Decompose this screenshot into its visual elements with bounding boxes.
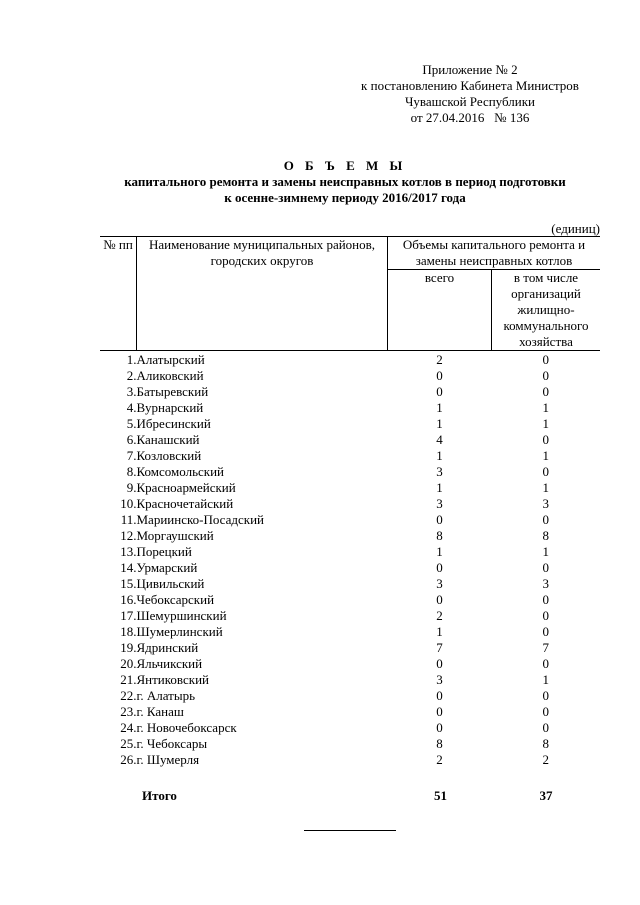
row-name: Порецкий xyxy=(136,544,192,559)
units-label: (единиц) xyxy=(551,221,600,236)
title-subtitle: к осенне-зимнему периоду 2016/2017 года xyxy=(224,190,466,205)
row-name: Ядринский xyxy=(136,640,199,655)
table-row xyxy=(100,624,600,640)
row-zhkh: 1 xyxy=(542,400,549,415)
row-name: Аликовский xyxy=(136,368,204,383)
table-row xyxy=(100,384,600,400)
row-name: Мариинско-Посадский xyxy=(136,512,264,527)
row-total: 3 xyxy=(436,496,443,511)
row-name: г. Шумерля xyxy=(136,752,200,767)
appendix-line: от 27.04.2016 № 136 xyxy=(410,110,530,125)
row-zhkh: 1 xyxy=(542,416,549,431)
appendix-header xyxy=(340,62,600,126)
row-number: 2. xyxy=(126,368,137,383)
row-name: Ибресинский xyxy=(136,416,211,431)
row-total: 2 xyxy=(436,752,443,767)
row-total: 3 xyxy=(436,464,443,479)
row-name: Красночетайский xyxy=(136,496,234,511)
total-value-all: 51 xyxy=(434,788,447,803)
row-number: 21. xyxy=(120,672,137,687)
row-total: 1 xyxy=(436,624,443,639)
document-title xyxy=(90,158,600,206)
row-total: 0 xyxy=(436,592,443,607)
total-row xyxy=(100,788,600,804)
title-subtitle: капитального ремонта и замены неисправных котлов в период подготовки xyxy=(124,174,566,189)
row-total: 2 xyxy=(436,608,443,623)
row-zhkh: 1 xyxy=(542,544,549,559)
table-row xyxy=(100,560,600,576)
appendix-line: Чувашской Республики xyxy=(404,94,536,109)
row-zhkh: 3 xyxy=(542,496,549,511)
row-name: Вурнарский xyxy=(136,400,204,415)
row-number: 19. xyxy=(120,640,137,655)
row-zhkh: 0 xyxy=(542,368,549,383)
row-zhkh: 0 xyxy=(542,560,549,575)
table-row xyxy=(100,368,600,384)
table-row xyxy=(100,576,600,592)
row-name: Алатырский xyxy=(136,352,205,367)
row-number: 25. xyxy=(120,736,137,751)
row-zhkh: 1 xyxy=(542,672,549,687)
row-number: 20. xyxy=(120,656,137,671)
table-row xyxy=(100,672,600,688)
row-total: 1 xyxy=(436,400,443,415)
table-row xyxy=(100,400,600,416)
row-total: 1 xyxy=(436,480,443,495)
row-number: 9. xyxy=(126,480,137,495)
row-name: г. Новочебоксарск xyxy=(136,720,237,735)
header-num: № пп xyxy=(100,237,137,351)
row-zhkh: 2 xyxy=(542,752,549,767)
table-row xyxy=(100,640,600,656)
row-zhkh: 0 xyxy=(542,352,549,367)
table-row xyxy=(100,608,600,624)
row-total: 1 xyxy=(436,448,443,463)
row-zhkh: 8 xyxy=(542,528,549,543)
row-name: Красноармейский xyxy=(136,480,236,495)
row-number: 5. xyxy=(126,416,137,431)
total-value-zhkh: 37 xyxy=(539,788,553,803)
header-name: Наименование муниципальных районов, городских округов xyxy=(137,237,388,351)
row-name: Цивильский xyxy=(136,576,205,591)
row-number: 3. xyxy=(126,384,137,399)
row-total: 8 xyxy=(436,736,443,751)
row-name: Комсомольский xyxy=(136,464,224,479)
row-zhkh: 0 xyxy=(542,704,549,719)
row-zhkh: 0 xyxy=(542,688,549,703)
row-zhkh: 0 xyxy=(542,384,549,399)
appendix-line: Приложение № 2 xyxy=(422,62,518,77)
row-number: 17. xyxy=(120,608,137,623)
row-name: г. Канаш xyxy=(136,704,184,719)
row-number: 15. xyxy=(120,576,137,591)
row-total: 7 xyxy=(436,640,443,655)
row-number: 10. xyxy=(120,496,137,511)
row-total: 8 xyxy=(436,528,443,543)
row-total: 0 xyxy=(436,368,443,383)
row-name: Яльчикский xyxy=(136,656,203,671)
row-total: 3 xyxy=(436,576,443,591)
row-name: Канашский xyxy=(136,432,200,447)
row-number: 22. xyxy=(120,688,137,703)
row-zhkh: 0 xyxy=(542,656,549,671)
table-row xyxy=(100,592,600,608)
table-row xyxy=(100,656,600,672)
row-total: 4 xyxy=(436,432,443,447)
row-number: 16. xyxy=(120,592,137,607)
row-name: г. Алатырь xyxy=(136,688,196,703)
table-row xyxy=(100,480,600,496)
header-volumes: Объемы капитального ремонта и замены неисправных котлов xyxy=(388,237,601,270)
row-zhkh: 0 xyxy=(542,592,549,607)
table-row xyxy=(100,704,600,720)
table-row xyxy=(100,736,600,752)
table-row xyxy=(100,720,600,736)
table-row xyxy=(100,688,600,704)
row-name: г. Чебоксары xyxy=(136,736,208,751)
table-row xyxy=(100,752,600,768)
row-total: 3 xyxy=(436,672,443,687)
row-number: 7. xyxy=(126,448,137,463)
title-main: О Б Ъ Е М Ы xyxy=(283,158,407,173)
total-label: Итого xyxy=(142,788,177,803)
row-number: 4. xyxy=(126,400,137,415)
row-number: 24. xyxy=(120,720,137,735)
row-number: 13. xyxy=(120,544,137,559)
row-total: 2 xyxy=(436,352,443,367)
header-zhkh: в том числе организаций жилищно-коммунального хозяйства xyxy=(492,270,601,351)
row-total: 0 xyxy=(436,720,443,735)
row-number: 18. xyxy=(120,624,137,639)
volumes-table xyxy=(100,236,600,768)
row-zhkh: 8 xyxy=(542,736,549,751)
row-total: 0 xyxy=(436,688,443,703)
row-number: 11. xyxy=(120,512,137,527)
row-name: Шемуршинский xyxy=(136,608,227,623)
row-name: Урмарский xyxy=(136,560,198,575)
row-number: 12. xyxy=(120,528,137,543)
row-total: 0 xyxy=(436,704,443,719)
row-number: 6. xyxy=(126,432,137,447)
row-zhkh: 0 xyxy=(542,624,549,639)
row-name: Козловский xyxy=(136,448,202,463)
row-zhkh: 0 xyxy=(542,608,549,623)
table-row xyxy=(100,416,600,432)
row-total: 1 xyxy=(436,416,443,431)
row-zhkh: 3 xyxy=(542,576,549,591)
table-row xyxy=(100,351,600,369)
table-row xyxy=(100,544,600,560)
row-total: 0 xyxy=(436,512,443,527)
row-name: Моргаушский xyxy=(136,528,214,543)
row-zhkh: 1 xyxy=(542,480,549,495)
row-total: 0 xyxy=(436,560,443,575)
row-name: Чебоксарский xyxy=(136,592,215,607)
row-name: Янтиковский xyxy=(136,672,209,687)
row-name: Шумерлинский xyxy=(136,624,223,639)
row-number: 26. xyxy=(120,752,137,767)
header-total: всего xyxy=(388,270,492,351)
row-number: 23. xyxy=(120,704,137,719)
row-zhkh: 0 xyxy=(542,720,549,735)
row-zhkh: 0 xyxy=(542,432,549,447)
row-number: 1. xyxy=(126,352,137,367)
appendix-line: к постановлению Кабинета Министров xyxy=(361,78,579,93)
table-row xyxy=(100,432,600,448)
table-row xyxy=(100,528,600,544)
table-row xyxy=(100,448,600,464)
footer-divider xyxy=(304,830,396,831)
row-zhkh: 0 xyxy=(542,512,549,527)
row-zhkh: 0 xyxy=(542,464,549,479)
row-number: 8. xyxy=(126,464,137,479)
row-total: 0 xyxy=(436,656,443,671)
table-row xyxy=(100,512,600,528)
row-name: Батыревский xyxy=(136,384,209,399)
table-body xyxy=(100,351,600,769)
row-zhkh: 1 xyxy=(542,448,549,463)
row-total: 1 xyxy=(436,544,443,559)
row-total: 0 xyxy=(436,384,443,399)
row-zhkh: 7 xyxy=(542,640,549,655)
row-number: 14. xyxy=(120,560,137,575)
table-row xyxy=(100,464,600,480)
table-row xyxy=(100,496,600,512)
